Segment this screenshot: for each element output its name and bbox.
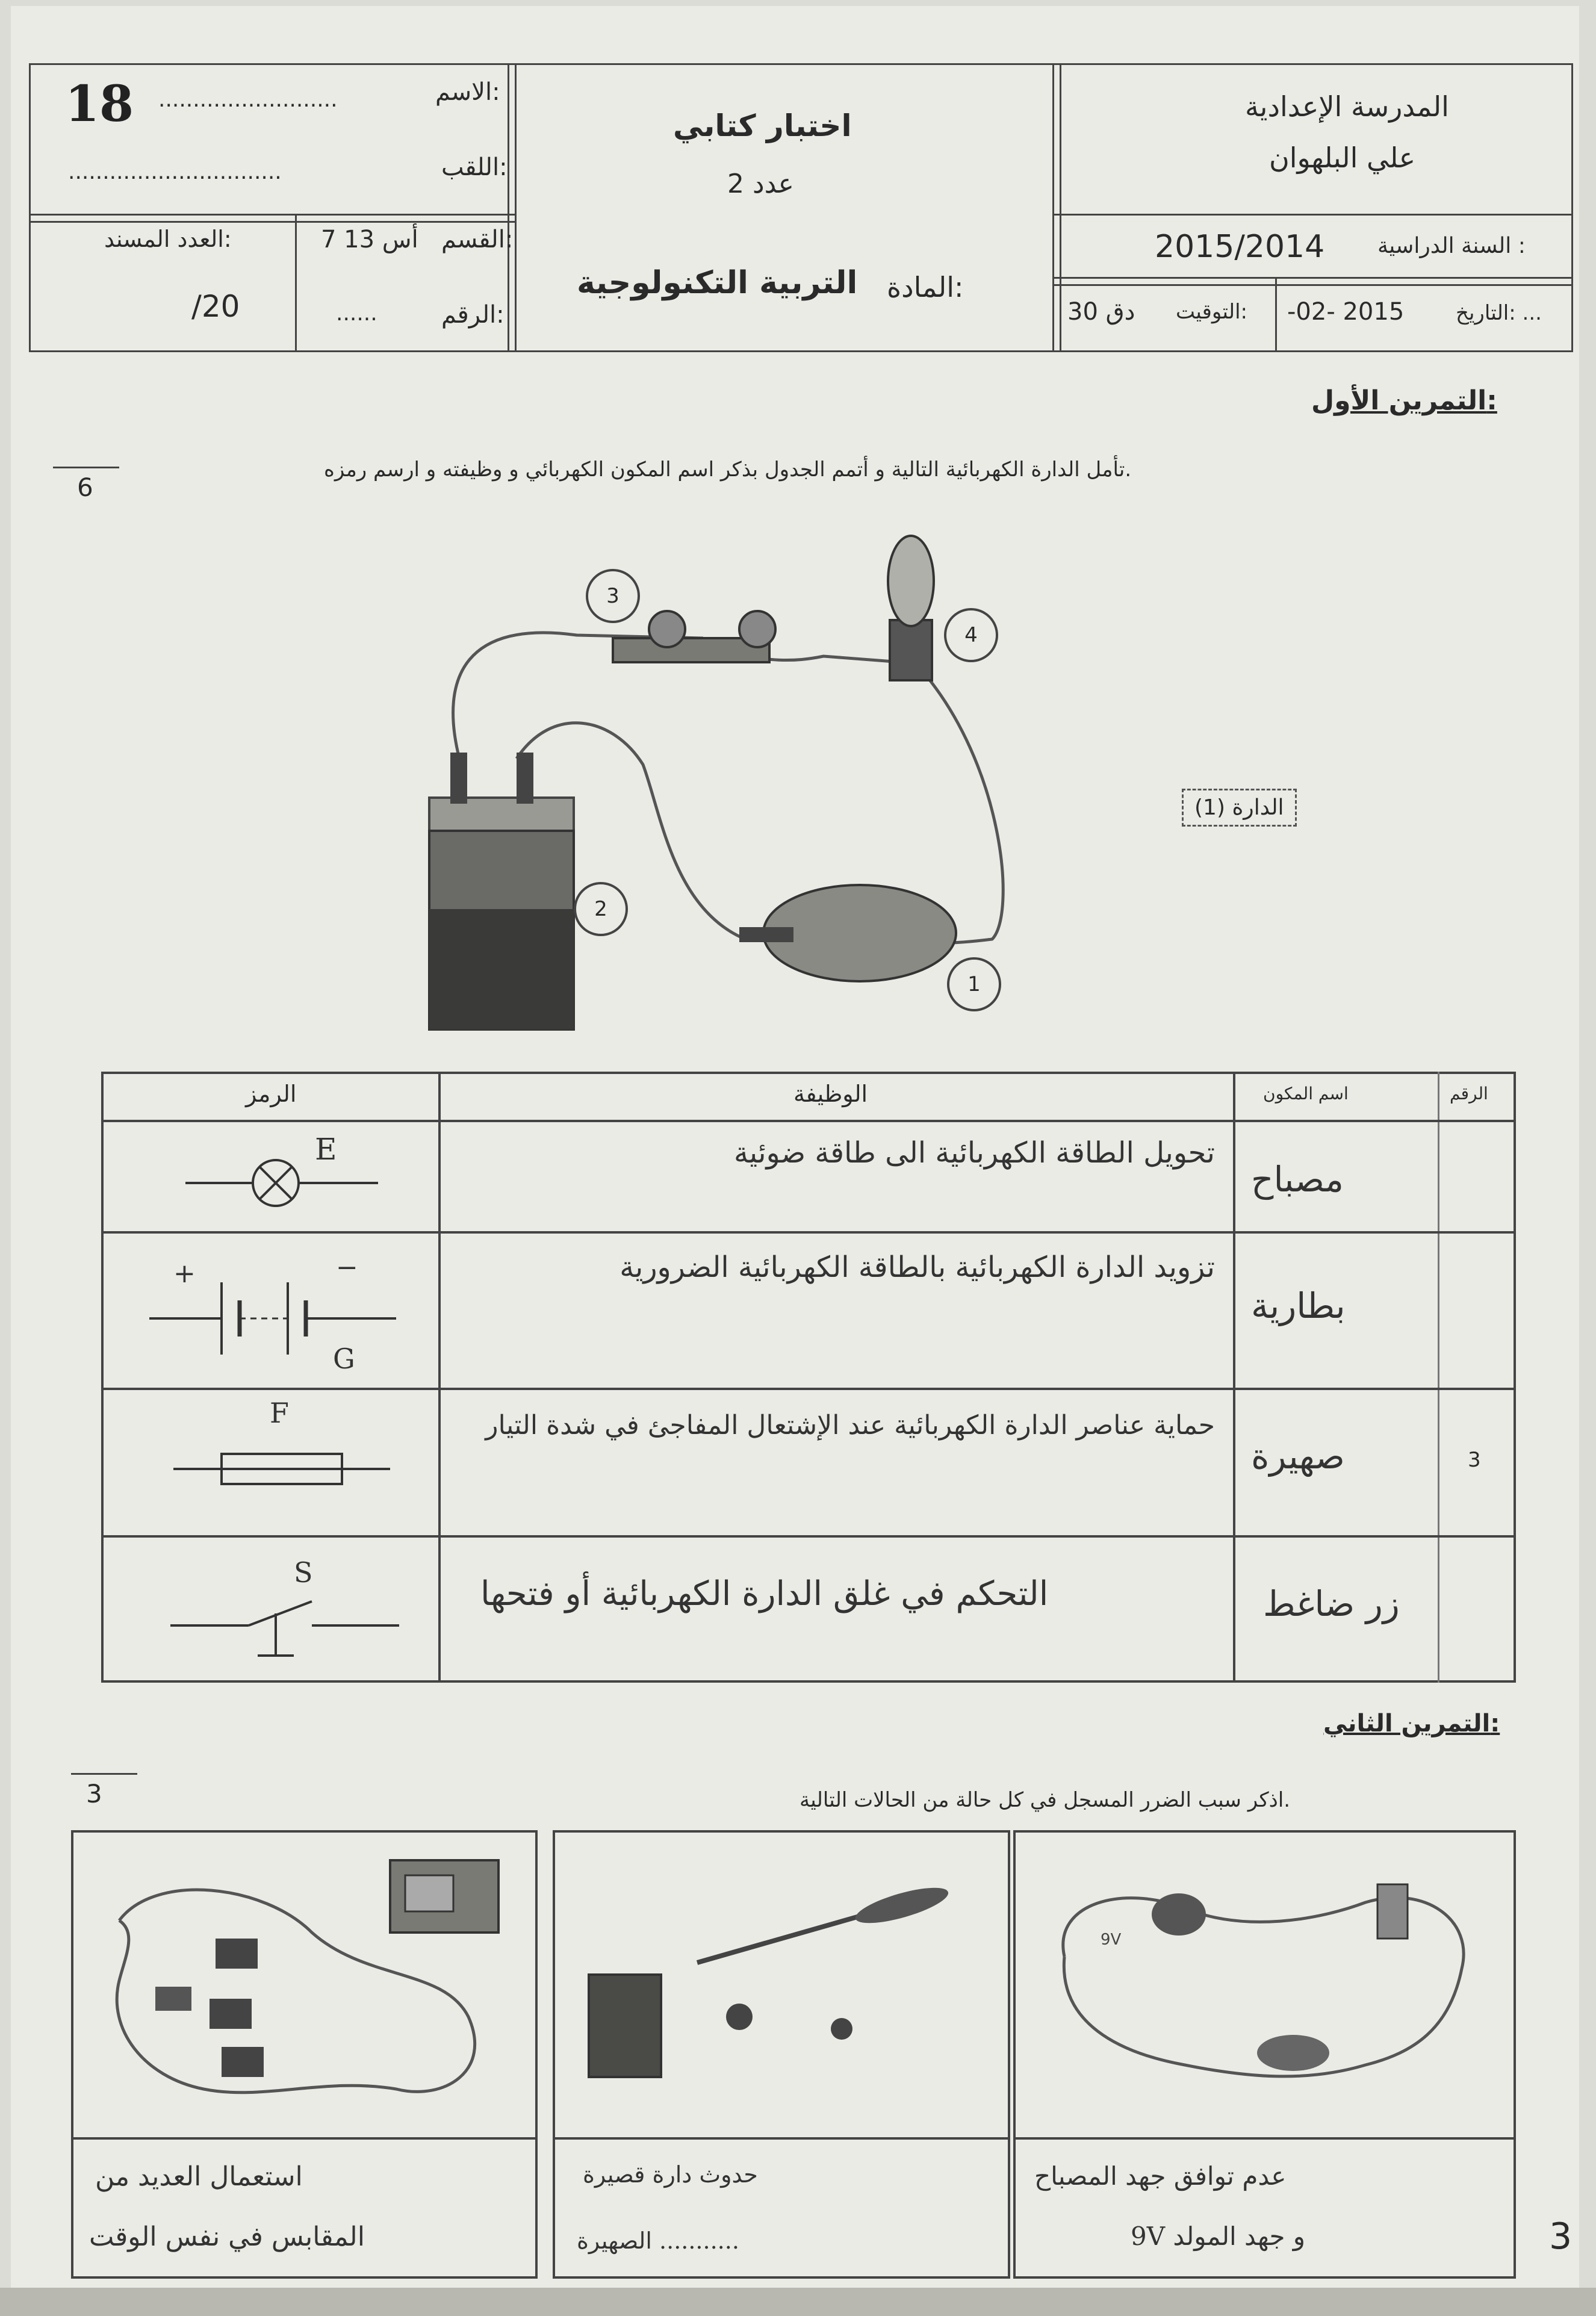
case-panel-divider [1013,2137,1516,2140]
case2-answer-line1: حدوث دارة قصيرة [583,2161,758,2188]
table-header-component: اسم المكون [1263,1084,1349,1104]
case2-answer-line2: الصهيرة ........... [577,2228,739,2254]
page-number: 3 [1549,2215,1573,2258]
lamp-symbol [179,1135,390,1219]
label-2: 2 [574,882,628,936]
svg-text:+: + [173,1258,196,1289]
year-label: السنة الدراسية : [1377,234,1526,258]
score-label: العدد المسند: [104,226,232,252]
class-value: 7 أس 13 [321,226,418,253]
case-panel-divider [553,2137,1010,2140]
row3-function: حماية عناصر الدارة الكهربائية عند الإشتعال المفاجئ في شدة التيار [485,1410,1215,1441]
case-panel-divider [71,2137,538,2140]
exercise2-title: التمرين الثاني: [1323,1710,1500,1737]
score-value: /20 [191,289,240,324]
header-divider [1275,278,1277,350]
exercise2-score-line [71,1773,137,1775]
battery-symbol [143,1240,408,1379]
school-place: علي البلهوان [1269,141,1416,174]
subject-label: المادة: [887,271,964,303]
label-1: 1 [947,957,1001,1011]
exercise2-instruction: اذكر سبب الضرر المسجل في كل حالة من الحالات التالية. [800,1788,1291,1812]
table-row-line [101,1231,1516,1234]
lamp-bulb [888,536,934,626]
row4-symbol-letter: S [294,1556,313,1589]
table-header-function: الوظيفة [793,1081,868,1107]
table-header-number: الرقم [1450,1084,1488,1104]
row1-symbol-letter: E [315,1132,337,1167]
row2-symbol-letter: G [333,1343,355,1375]
date-label: التاريخ: ... [1456,301,1542,325]
push-button-symbol [164,1559,405,1680]
surname-dots: ............................... [68,160,282,184]
case3-answer-line2: 9V و جهد المولد [1131,2221,1306,2251]
row3-number: 3 [1468,1448,1481,1472]
push-button-knob [649,611,685,647]
number-label: الرقم: [441,301,505,329]
lamp-socket [890,620,932,680]
subject-value: التربية التكنولوجية [577,265,858,301]
exercise2-score: 3 [86,1779,102,1808]
push-button-knob [739,611,775,647]
table-row-line [101,1388,1516,1390]
fuse-symbol [167,1418,402,1502]
table-header-symbol: الرمز [246,1081,297,1107]
table-col-line [438,1072,441,1683]
exercise1-title: التمرين الأول: [1311,385,1497,416]
class-label: القسم: [441,226,514,253]
exam-title: اختبار كتابي [673,108,852,143]
duration-label: التوقيت: [1176,300,1247,324]
label-3: 3 [586,569,640,623]
lamp-overvoltage-drawing [1028,1848,1504,2125]
number-value: ...... [336,301,377,326]
grade-mark: 18 [65,75,134,133]
fuse-lead [739,927,793,942]
name-label: الاسم: [435,78,500,106]
duration-value: 30 دق [1067,298,1135,326]
multi-plug-drawing [83,1848,529,2125]
exercise1-score-line [53,467,119,468]
case1-answer-line2: المقابس في نفس الوقت [89,2221,365,2252]
battery-terminal [517,753,533,804]
exercise1-instruction: تأمل الدارة الكهربائية التالية و أتمم الجدول بذكر اسم المكون الكهربائي و وظيفته و ارسم رمزه. [324,458,1132,482]
row3-name: صهيرة [1251,1436,1345,1477]
row1-name: مصباح [1251,1159,1344,1200]
label-4: 4 [944,608,998,662]
row2-name: بطارية [1251,1285,1346,1326]
battery-lower [429,909,574,1029]
name-dots: .......................... [158,87,338,112]
table-row-line [101,1535,1516,1538]
circuit-tag: الدارة (1) [1182,789,1297,827]
circuit-drawing [402,524,1125,1035]
row1-function: تحويل الطاقة الكهربائية الى طاقة ضوئية [733,1136,1215,1170]
year-value: 2015/2014 [1155,229,1325,265]
exam-number: عدد 2 [727,169,794,199]
screwdriver-drawing [565,1848,998,2125]
table-col-line [1438,1072,1439,1683]
table-col-line [1233,1072,1235,1683]
date-value: -02- 2015 [1287,298,1405,326]
battery-terminal [450,753,467,804]
svg-text:9V: 9V [1101,1931,1122,1949]
table-row-line [101,1120,1516,1122]
row4-name: زر ضاغط [1263,1583,1400,1624]
title-box [508,63,1061,352]
exam-sheet [11,6,1579,2294]
svg-text:−: − [336,1252,358,1283]
case1-answer-line1: استعمال العديد من [95,2161,303,2192]
surname-label: اللقب: [441,154,508,181]
row2-function: تزويد الدارة الكهربائية بالطاقة الكهربائية الضرورية [619,1250,1215,1284]
school-name: المدرسة الإعدادية [1245,90,1449,123]
case3-answer-line1: عدم توافق جهد المصباح [1034,2161,1287,2191]
row3-symbol-letter: F [270,1397,289,1429]
scan-edge [0,2288,1596,2316]
row4-function: التحكم في غلق الدارة الكهربائية أو فتحها [480,1574,1049,1613]
exercise1-score: 6 [77,473,93,502]
